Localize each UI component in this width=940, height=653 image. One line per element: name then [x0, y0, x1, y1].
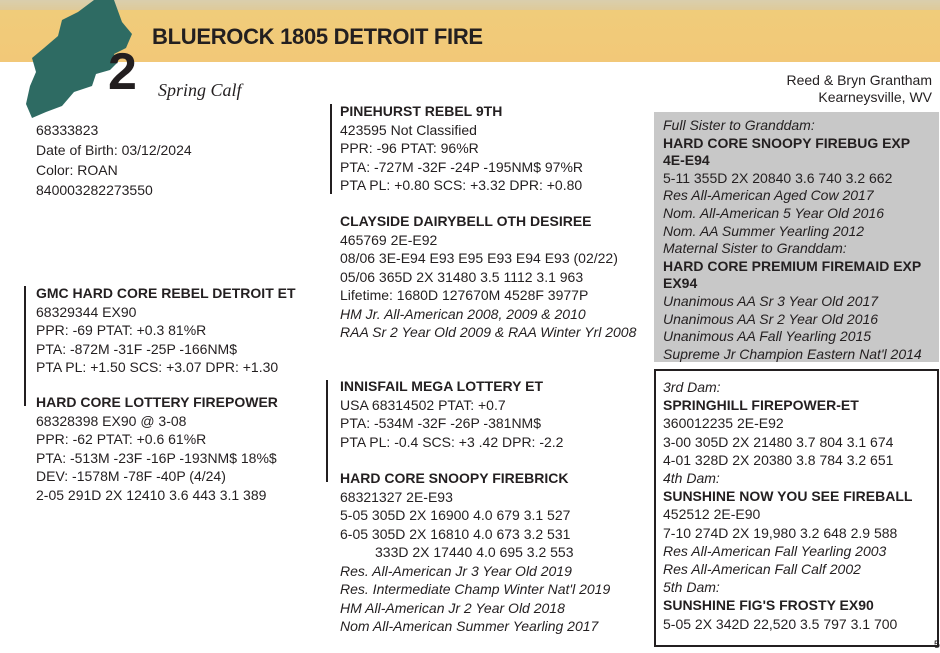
- full-sister-award: Nom. AA Summer Yearling 2012: [663, 222, 865, 239]
- reg-number: 68333823: [36, 122, 99, 138]
- sire-name: GMC HARD CORE REBEL DETROIT ET: [36, 285, 296, 301]
- sire-block: [36, 284, 296, 377]
- sire-dam-award: HM Jr. All-American 2008, 2009 & 2010: [340, 305, 586, 322]
- color: Color: ROAN: [36, 162, 118, 178]
- dam-sire-block: [340, 377, 563, 451]
- fourth-dam-line: 7-10 274D 2X 19,980 3.2 648 2.9 588: [663, 524, 898, 541]
- fourth-dam-label: 4th Dam:: [663, 470, 720, 487]
- dam-dam-line: 6-05 305D 2X 16810 4.0 673 3.2 531: [340, 525, 571, 542]
- fourth-dam-award: Res All-American Fall Calf 2002: [663, 561, 861, 578]
- dam-line: 2-05 291D 2X 12410 3.6 443 3.1 389: [36, 486, 267, 503]
- dam-block: [36, 393, 278, 504]
- sire-line: PTA: -872M -31F -25P -166NM$: [36, 340, 238, 357]
- page-number: 5: [933, 639, 940, 651]
- full-sister-record: 5-11 355D 2X 20840 3.6 740 3.2 662: [663, 169, 893, 186]
- full-sister-label: Full Sister to Granddam:: [663, 117, 815, 133]
- maternal-sister-award: Unanimous AA Fall Yearling 2015: [663, 328, 872, 345]
- sire-dam-name: CLAYSIDE DAIRYBELL OTH DESIREE: [340, 213, 592, 229]
- dam-line: 68328398 EX90 @ 3-08: [36, 412, 187, 429]
- fourth-dam-name: SUNSHINE NOW YOU SEE FIREBALL: [663, 488, 913, 505]
- lot-class: Spring Calf: [158, 80, 242, 100]
- dam-dam-name: HARD CORE SNOOPY FIREBRICK: [340, 470, 569, 486]
- sire-line: 68329344 EX90: [36, 303, 137, 320]
- sire-sire-name: PINEHURST REBEL 9TH: [340, 103, 503, 119]
- dam-dam-line: 5-05 305D 2X 16900 4.0 679 3.1 527: [340, 507, 571, 523]
- fifth-dam-label: 5th Dam:: [663, 579, 720, 596]
- dam-line: DEV: -1578M -78F -40P (4/24): [36, 468, 226, 484]
- fourth-dam-award: Res All-American Fall Yearling 2003: [663, 542, 887, 559]
- dam-sire-name: INNISFAIL MEGA LOTTERY ET: [340, 378, 544, 394]
- sire-line: PTA PL: +1.50 SCS: +3.07 DPR: +1.30: [36, 359, 279, 375]
- dam-dam-award: Res. Intermediate Champ Winter Nat'l 2019: [340, 581, 611, 597]
- sire-dam-line: 05/06 365D 2X 31480 3.5 1112 3.1 963: [340, 268, 584, 285]
- birth-date: Date of Birth: 03/12/2024: [36, 142, 192, 158]
- sire-sire-line: PTA PL: +0.80 SCS: +3.32 DPR: +0.80: [340, 177, 583, 193]
- full-sister-block: [663, 117, 922, 363]
- owner-info: [786, 72, 932, 106]
- dam-dam-block: [340, 469, 610, 636]
- dam-dam-line: 333D 2X 17440 4.0 695 3.2 553: [340, 544, 574, 560]
- dam-dam-award: HM All-American Jr 2 Year Old 2018: [340, 599, 565, 616]
- dam-line: PPR: -62 PTAT: +0.6 61%R: [36, 431, 207, 447]
- dam-line: PTA: -513M -23F -16P -193NM$ 18%$: [36, 449, 277, 466]
- dams-block: [663, 378, 912, 633]
- third-dam-label: 3rd Dam:: [663, 379, 721, 395]
- dam-sire-line: PTA: -534M -32F -26P -381NM$: [340, 415, 542, 431]
- maternal-sister-award: Supreme Jr Champion Eastern Nat'l 2014: [663, 345, 922, 362]
- sire-dam-block: [340, 212, 636, 342]
- maternal-sister-label: Maternal Sister to Granddam:: [663, 240, 847, 257]
- pedigree-line: [330, 104, 332, 194]
- sire-sire-line: PPR: -96 PTAT: 96%R: [340, 140, 479, 156]
- maternal-sister-award: Unanimous AA Sr 3 Year Old 2017: [663, 292, 879, 309]
- sire-sire-line: 423595 Not Classified: [340, 121, 477, 138]
- full-sister-name: HARD CORE SNOOPY FIREBUG EXP: [663, 134, 911, 151]
- sire-dam-line: Lifetime: 1680D 127670M 4528F 3977P: [340, 287, 589, 303]
- dam-dam-line: 68321327 2E-E93: [340, 488, 453, 505]
- full-sister-class: 4E-E94: [663, 152, 710, 169]
- fourth-dam-line: 452512 2E-E90: [663, 506, 761, 523]
- third-dam-line: 4-01 328D 2X 20380 3.8 784 3.2 651: [663, 451, 894, 468]
- animal-info: [36, 120, 192, 200]
- sire-dam-line: 08/06 3E-E94 E93 E95 E93 E94 E93 (02/22): [340, 250, 618, 266]
- fifth-dam-name: SUNSHINE FIG'S FROSTY EX90: [663, 597, 874, 614]
- pedigree-line: [326, 380, 328, 482]
- sire-dam-award: RAA Sr 2 Year Old 2009 & RAA Winter Yrl 2008: [340, 324, 637, 340]
- lot-number: 2: [108, 43, 137, 101]
- sire-dam-line: 465769 2E-E92: [340, 231, 438, 248]
- pedigree-line: [24, 286, 26, 406]
- dam-sire-line: PTA PL: -0.4 SCS: +3 .42 DPR: -2.2: [340, 433, 564, 450]
- full-sister-award: Res All-American Aged Cow 2017: [663, 187, 874, 204]
- third-dam-line: 3-00 305D 2X 21480 3.7 804 3.1 674: [663, 433, 894, 450]
- maternal-sister-class: EX94: [663, 275, 698, 292]
- third-dam-name: SPRINGHILL FIREPOWER-ET: [663, 397, 859, 414]
- sire-line: PPR: -69 PTAT: +0.3 81%R: [36, 322, 207, 338]
- sire-sire-block: [340, 102, 583, 195]
- third-dam-line: 360012235 2E-E92: [663, 415, 784, 432]
- dam-dam-award: Nom All-American Summer Yearling 2017: [340, 618, 599, 634]
- dam-dam-award: Res. All-American Jr 3 Year Old 2019: [340, 562, 572, 579]
- full-sister-award: Nom. All-American 5 Year Old 2016: [663, 204, 884, 221]
- dam-sire-line: USA 68314502 PTAT: +0.7: [340, 396, 506, 413]
- maternal-sister-award: Unanimous AA Sr 2 Year Old 2016: [663, 310, 879, 327]
- fifth-dam-line: 5-05 2X 342D 22,520 3.5 797 3.1 700: [663, 615, 898, 632]
- dam-name: HARD CORE LOTTERY FIREPOWER: [36, 394, 278, 410]
- owner-name: Reed & Bryn Grantham: [786, 72, 932, 88]
- maternal-sister-name: HARD CORE PREMIUM FIREMAID EXP: [663, 257, 922, 274]
- animal-title: BLUEROCK 1805 DETROIT FIRE: [152, 24, 483, 49]
- tag-number: 840003282273550: [36, 182, 153, 198]
- owner-location: Kearneysville, WV: [818, 89, 932, 105]
- sire-sire-line: PTA: -727M -32F -24P -195NM$ 97%R: [340, 158, 584, 175]
